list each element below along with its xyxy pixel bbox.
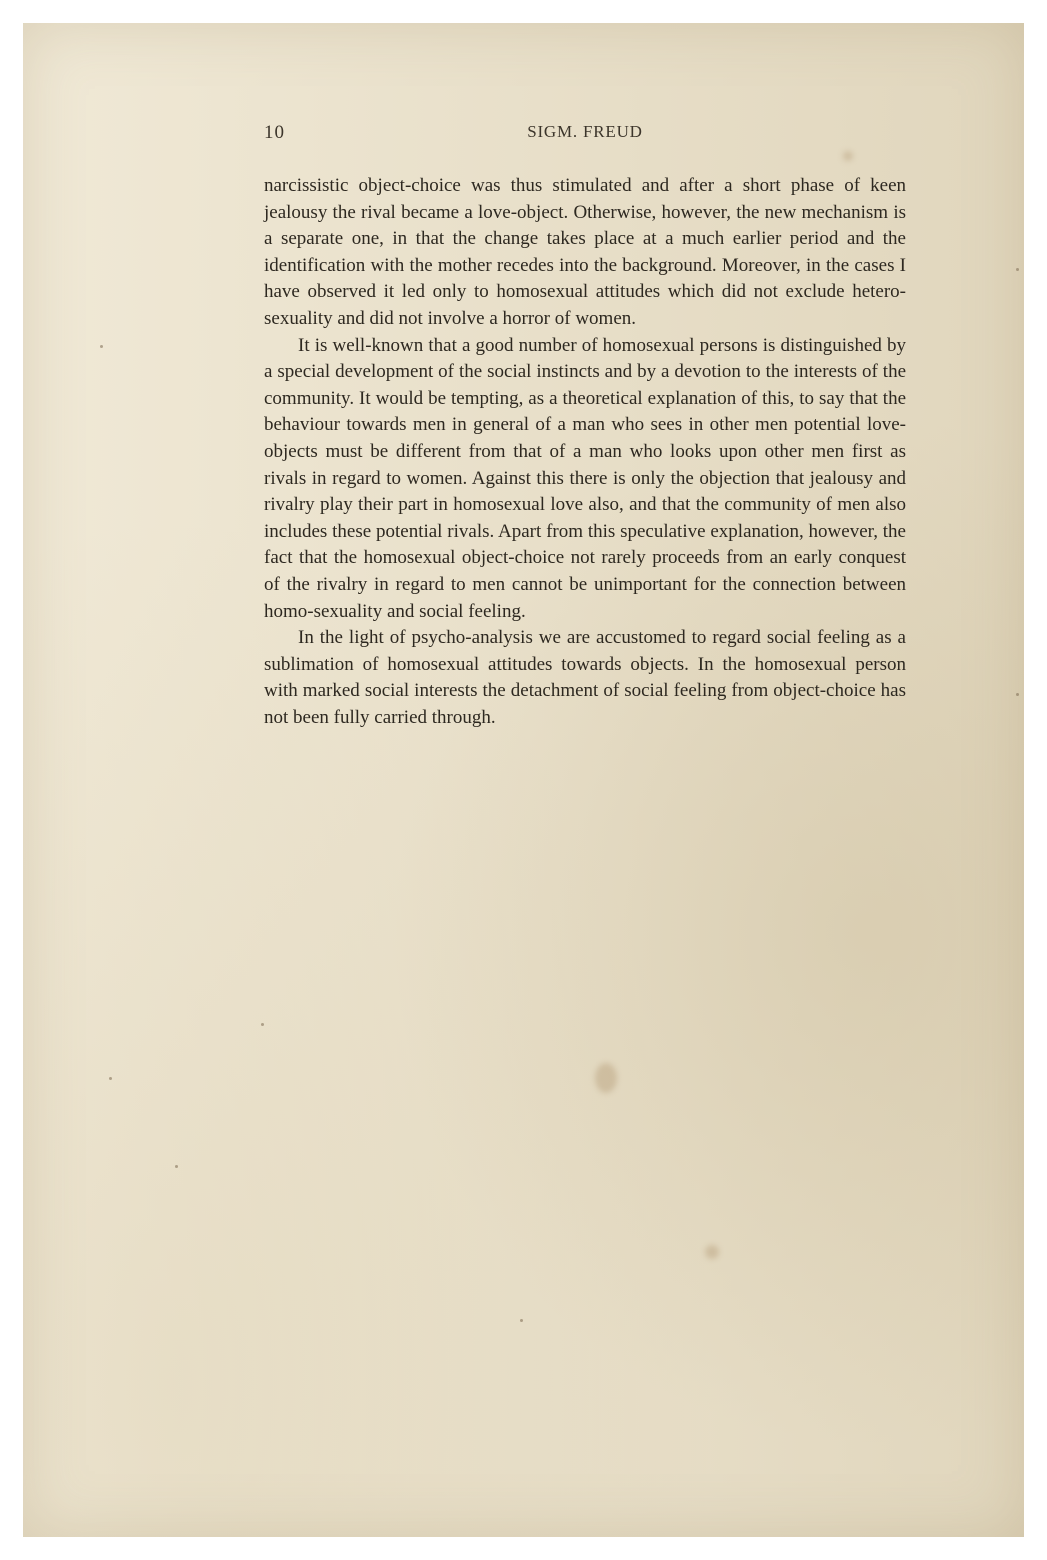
paper-speck	[520, 1319, 523, 1322]
paper-speck	[109, 1077, 112, 1080]
paper-stain	[843, 151, 853, 161]
paper-speck	[100, 345, 103, 348]
running-head: SIGM. FREUD	[527, 122, 643, 141]
paper-speck	[1016, 268, 1019, 271]
paper-stain	[595, 1063, 617, 1093]
paragraph: It is well-known that a good number of homosexual persons is distinguished by a special development of the social instincts and by a devotion to the interests of the community. It would be tempting, as a theoretical explanation of this, to say that the behaviour towards men in general of a man who sees in other men potential love-objects must be different from that of a man who looks upon other men first as rivals in regard to women. Against this there is only the objection that jealousy and rivalry play their part in homosexual love also, and that the community of men also includes these potential rivals. Apart from this speculative explanation, however, the fact that the homosexual object-choice not rarely proceeds from an early conquest of the rivalry in regard to men cannot be unimportant for the connection between homo-sexuality and social feeling.	[264, 334, 906, 622]
page-number: 10	[264, 122, 285, 143]
page-header	[264, 122, 906, 146]
paper-speck	[1016, 693, 1019, 696]
paragraph: narcissistic object-choice was thus stimulated and after a short phase of keen jealousy the rival became a love-object. Otherwise, however, the new mechanism is a separate one, in that the change takes place at a much earlier period and the identification with the mother recedes into the background. Moreover, in the cases I have observed it led only to homosexual attitudes which did not exclude hetero-sexuality and did not involve a horror of women.	[264, 175, 906, 329]
paper-speck	[261, 1023, 264, 1026]
paper-speck	[175, 1165, 178, 1168]
body-text	[264, 173, 906, 731]
paper-stain	[705, 1245, 719, 1259]
paragraph: In the light of psycho-analysis we are accustomed to regard social feeling as a sublimation of homosexual attitudes towards objects. In the homosexual person with marked social interests the detachment of social feeling from object-choice has not been fully carried through.	[264, 627, 906, 728]
